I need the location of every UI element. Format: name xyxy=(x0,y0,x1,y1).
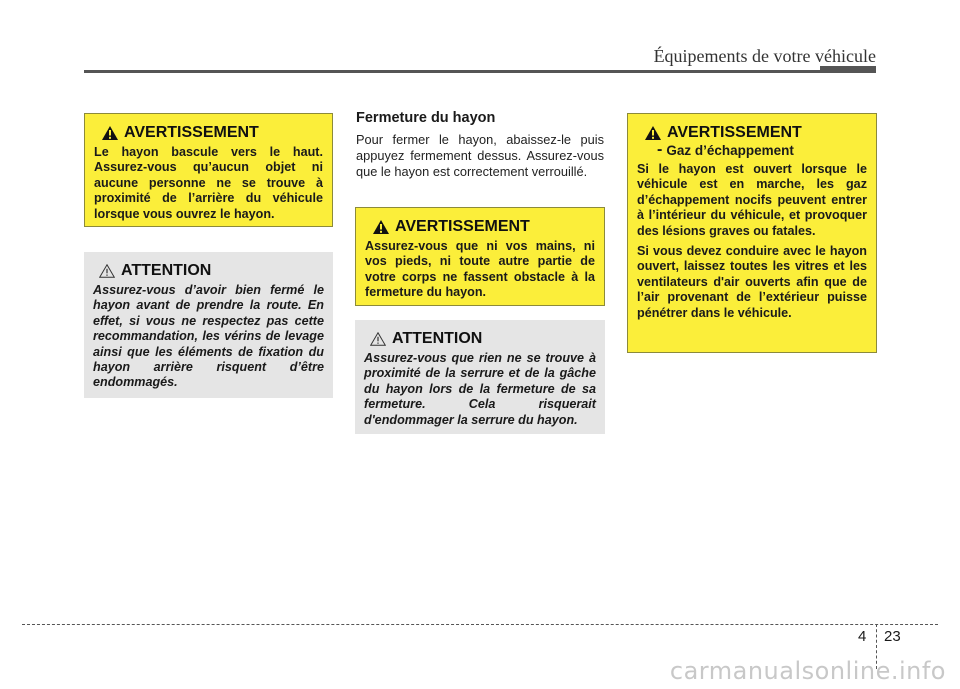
right-warning-paragraph-1: Si le hayon est ouvert lorsque le véhicule est en marche, les gaz d’échappement nocifs peuvent entrer à l’intérieur du véhicule, et provoquer des lésions graves ou fatales. xyxy=(637,162,867,238)
section-title: Fermeture du hayon xyxy=(356,110,496,126)
left-caution-box xyxy=(84,252,333,398)
page-number: 23 xyxy=(884,628,901,645)
middle-warning-text: Assurez-vous que ni vos mains, ni vos pieds, ni toute autre partie de votre corps ne fassent obstacle à la fermeture du hayon. xyxy=(365,239,595,300)
warning-triangle-icon xyxy=(102,126,118,140)
left-caution-heading: ATTENTION xyxy=(121,262,212,279)
left-warning-text: Le hayon bascule vers le haut. Assurez-vous qu’aucun objet ni aucune personne ne se trouve à proximité de l’arrière du véhicule lorsque vous ouvrez le hayon. xyxy=(94,145,323,221)
right-warning-subheading-text: Gaz d’échappement xyxy=(666,142,794,158)
header-tab xyxy=(820,66,876,73)
page-header-title: Équipements de votre véhicule xyxy=(653,46,876,66)
caution-triangle-icon xyxy=(370,332,386,346)
right-warning-paragraph-2: Si vous devez conduire avec le hayon ouvert, laissez toutes les vitres et les ventilateurs d'air ouverts afin que de l’air provenant de l’extérieur puisse pénétrer dans le véhicule. xyxy=(637,244,867,320)
header-rule xyxy=(84,70,876,73)
left-caution-text: Assurez-vous d’avoir bien fermé le hayon avant de prendre la route. En effet, si vous ne respectez pas cette recommandation, les vérins de levage ainsi que les éléments de fixation du hayon arrière risquent d’être endommagés. xyxy=(93,283,324,390)
right-warning-box xyxy=(627,113,877,353)
middle-caution-heading: ATTENTION xyxy=(392,330,483,347)
middle-warning-heading: AVERTISSEMENT xyxy=(395,218,530,235)
footer-rule xyxy=(22,624,938,625)
warning-triangle-icon xyxy=(645,126,661,140)
warning-triangle-icon xyxy=(373,220,389,234)
right-warning-subheading xyxy=(657,141,867,159)
watermark: carmanualsonline.info xyxy=(669,657,946,685)
middle-caution-text: Assurez-vous que rien ne se trouve à proximité de la serrure et de la gâche du hayon lors de la fermeture de sa fermeture. Cela risquerait d'endommager la serrure du hayon. xyxy=(364,351,596,427)
middle-warning-box xyxy=(355,207,605,306)
middle-caution-box xyxy=(355,320,605,434)
section-text: Pour fermer le hayon, abaissez-le puis appuyez fermement dessus. Assurez-vous que le hayon est correctement verrouillé. xyxy=(356,132,604,179)
left-warning-box xyxy=(84,113,333,227)
right-warning-heading: AVERTISSEMENT xyxy=(667,124,802,141)
chapter-number: 4 xyxy=(858,628,867,645)
subheading-dash-icon: - xyxy=(657,141,663,158)
caution-triangle-icon xyxy=(99,264,115,278)
left-warning-heading: AVERTISSEMENT xyxy=(124,124,259,141)
